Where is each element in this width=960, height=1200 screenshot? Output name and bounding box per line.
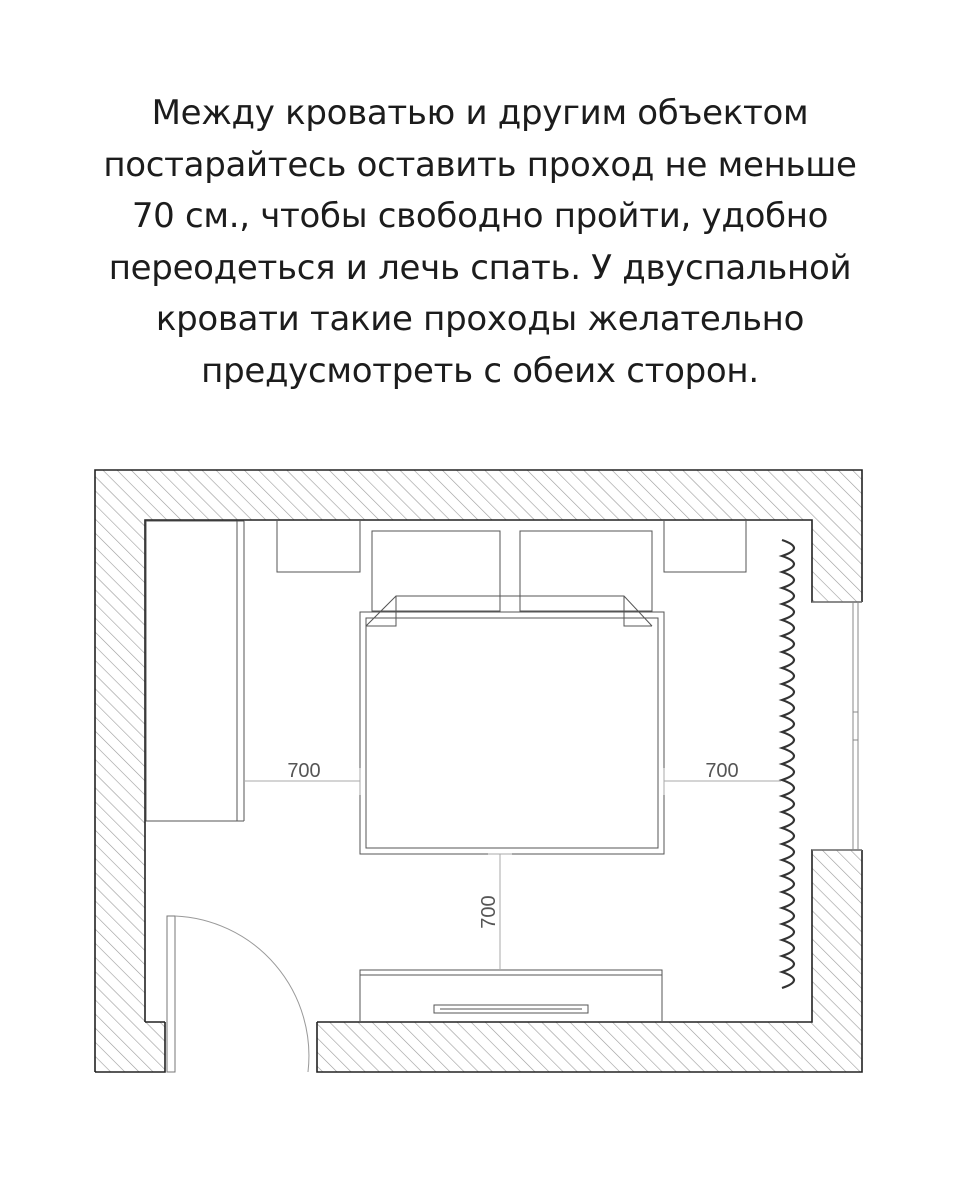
dimension-left [244,760,360,795]
bed [360,531,664,854]
pillow-right [520,531,652,611]
dimension-label-foot: 700 [478,895,500,929]
bed-mattress [366,618,658,848]
window [812,602,862,850]
dimension-foot [478,854,512,970]
wardrobe [146,521,244,821]
curtain [782,540,794,988]
walls [95,470,862,1072]
caption-line: кровати такие проходы желательно [155,299,805,339]
dimension-label-right: 700 [705,760,739,782]
dimension-label-left: 700 [287,760,321,782]
tv-console [360,970,662,1021]
caption-line: Между кроватью и другим объектом [151,93,809,133]
nightstand-left [277,521,360,572]
caption-line: постарайтесь оставить проход не меньше [103,144,857,185]
pillow-left [372,531,500,611]
caption-line: 70 см., чтобы свободно пройти, удобно [131,196,829,236]
caption-line: предусмотреть с обеих сторон. [201,350,759,391]
wall-outline-inner [145,520,862,1022]
nightstand-right [664,521,746,572]
dimension-right [664,760,781,795]
door-swing-arc [175,916,309,1072]
bed-frame [360,612,664,854]
wall-outline-outer [95,470,862,1072]
caption-line: переодеться и лечь спать. У двуспальной [108,247,852,288]
door-leaf [167,916,175,1072]
door [167,916,309,1072]
wall-hatched-fill [95,470,862,1072]
